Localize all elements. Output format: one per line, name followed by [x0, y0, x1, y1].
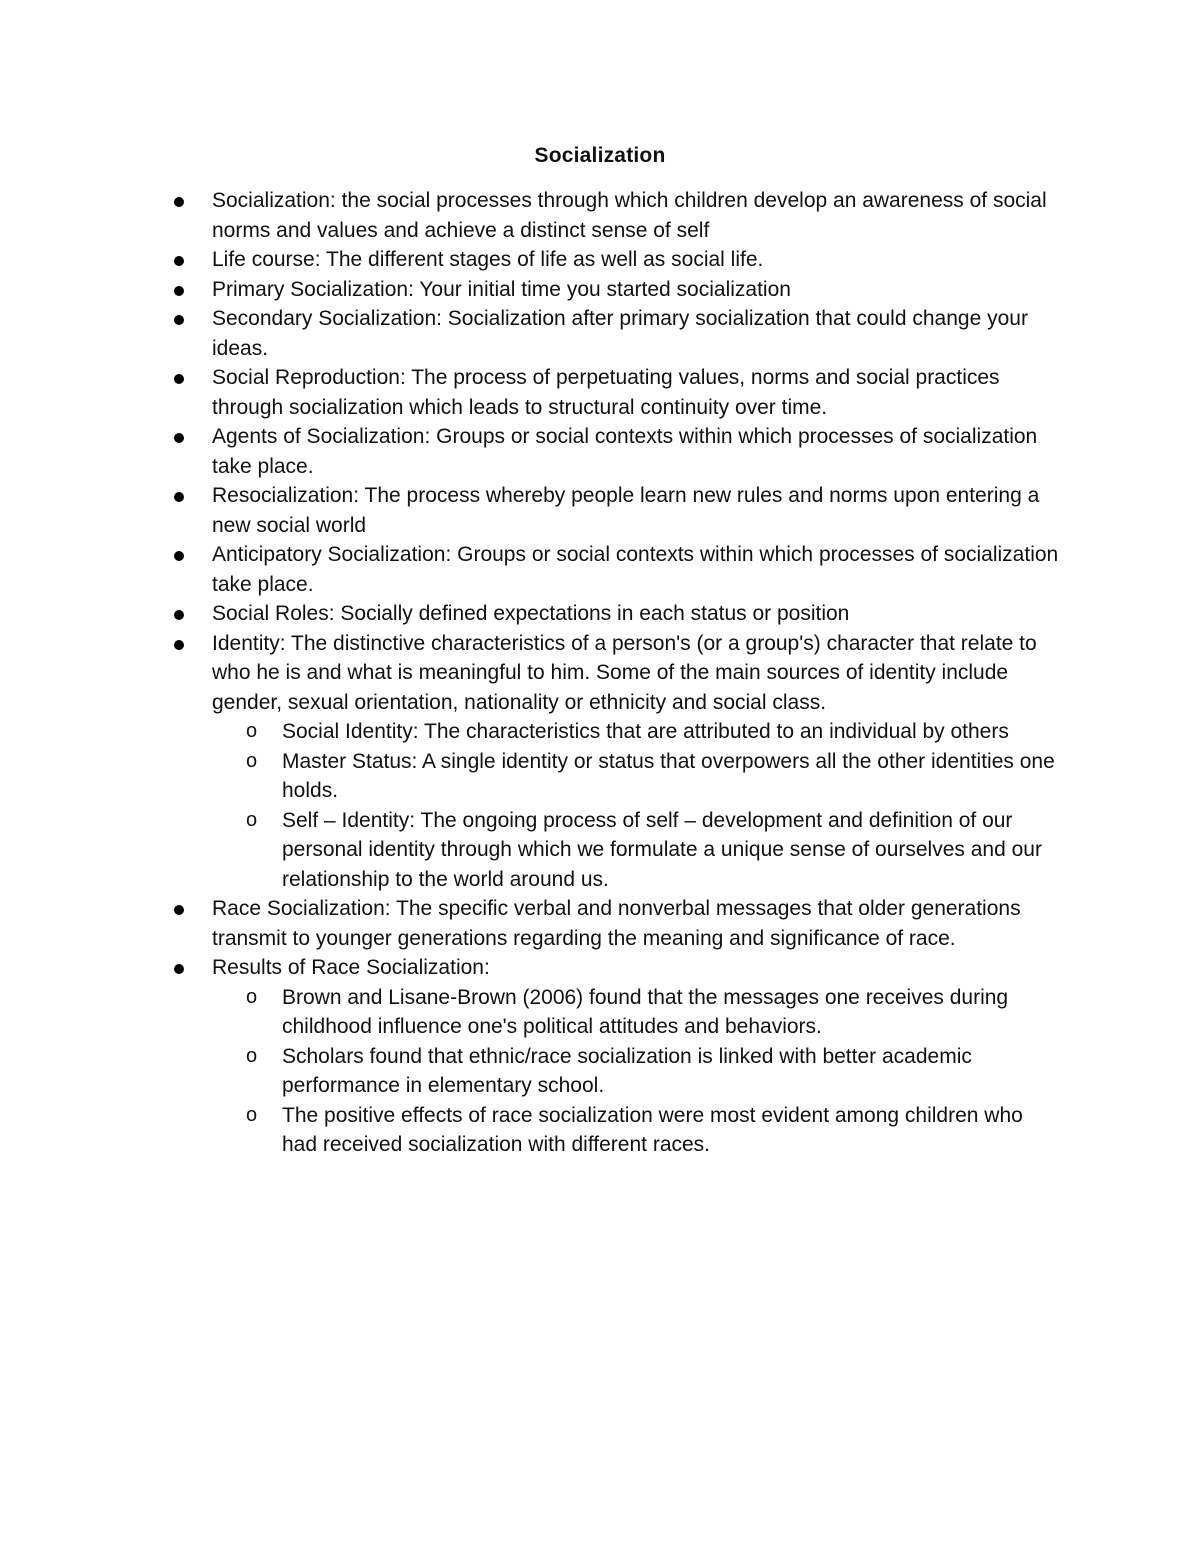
list-item	[0, 629, 1060, 895]
sub-list-item-text: Self – Identity: The ongoing process of self – development and definition of our personal identity through which we formulate a unique sense of ourselves and our relationship to the world around us.	[282, 808, 1042, 891]
sub-list-item	[282, 1101, 1062, 1160]
list-item-text: Social Roles: Socially defined expectations in each status or position	[212, 602, 850, 625]
list-item	[0, 599, 1060, 629]
list-item	[0, 363, 1060, 422]
list-item	[0, 540, 1060, 599]
list-item-text: Anticipatory Socialization: Groups or social contexts within which processes of socialization take place.	[212, 543, 1059, 596]
sub-list-item-text: Master Status: A single identity or status that overpowers all the other identities one holds.	[282, 749, 1055, 802]
sub-list-item-text: The positive effects of race socialization were most evident among children who had received socialization with different races.	[282, 1103, 1023, 1156]
list-item-text: Primary Socialization: Your initial time you started socialization	[212, 277, 791, 301]
list-item	[0, 186, 1060, 245]
list-item-text: Secondary Socialization: Socialization after primary socialization that could change your ideas.	[212, 307, 1028, 360]
list-item-text: Resocialization: The process whereby people learn new rules and norms upon entering a new social world	[212, 484, 1040, 537]
list-item	[0, 953, 1060, 1160]
list-item	[0, 275, 1060, 305]
sub-list	[212, 983, 1060, 1160]
list-item	[0, 422, 1060, 481]
document-body	[0, 186, 1200, 1160]
sub-list-item	[282, 1042, 1062, 1101]
list-item-text: Results of Race Socialization:	[212, 956, 490, 979]
list-item	[0, 304, 1060, 363]
bullet-list	[0, 186, 1200, 1160]
sub-list-item	[282, 806, 1062, 895]
sub-list-item-text: Brown and Lisane-Brown (2006) found that the messages one receives during childhood influence one's political attitudes and behaviors.	[282, 985, 1009, 1038]
list-item-text: Socialization: the social processes through which children develop an awareness of social norms and values and achieve a distinct sense of self	[212, 189, 1047, 242]
list-item	[0, 894, 1060, 953]
list-item	[0, 481, 1060, 540]
sub-list	[212, 717, 1060, 894]
sub-list-item-text: Social Identity: The characteristics that are attributed to an individual by others	[282, 720, 1009, 743]
list-item-text: Social Reproduction: The process of perpetuating values, norms and social practices through socialization which leads to structural continuity over time.	[212, 366, 1000, 419]
sub-list-item	[282, 983, 1062, 1042]
sub-list-item-text: Scholars found that ethnic/race socialization is linked with better academic performance in elementary school.	[282, 1044, 972, 1097]
list-item	[0, 245, 1060, 275]
sub-list-item	[282, 717, 1062, 747]
sub-list-item	[282, 747, 1062, 806]
list-item-text: Race Socialization: The specific verbal and nonverbal messages that older generations transmit to younger generations regarding the meaning and significance of race.	[212, 897, 1021, 950]
document-title: Socialization	[534, 144, 666, 167]
list-item-text: Agents of Socialization: Groups or social contexts within which processes of socialization take place.	[212, 425, 1038, 478]
list-item-text: Identity: The distinctive characteristics of a person's (or a group's) character that relate to who he is and what is meaningful to him. Some of the main sources of identity include gender, sexual orientation, nationality or ethnicity and social class.	[212, 631, 1037, 714]
list-item-text: Life course: The different stages of life as well as social life.	[212, 248, 764, 271]
